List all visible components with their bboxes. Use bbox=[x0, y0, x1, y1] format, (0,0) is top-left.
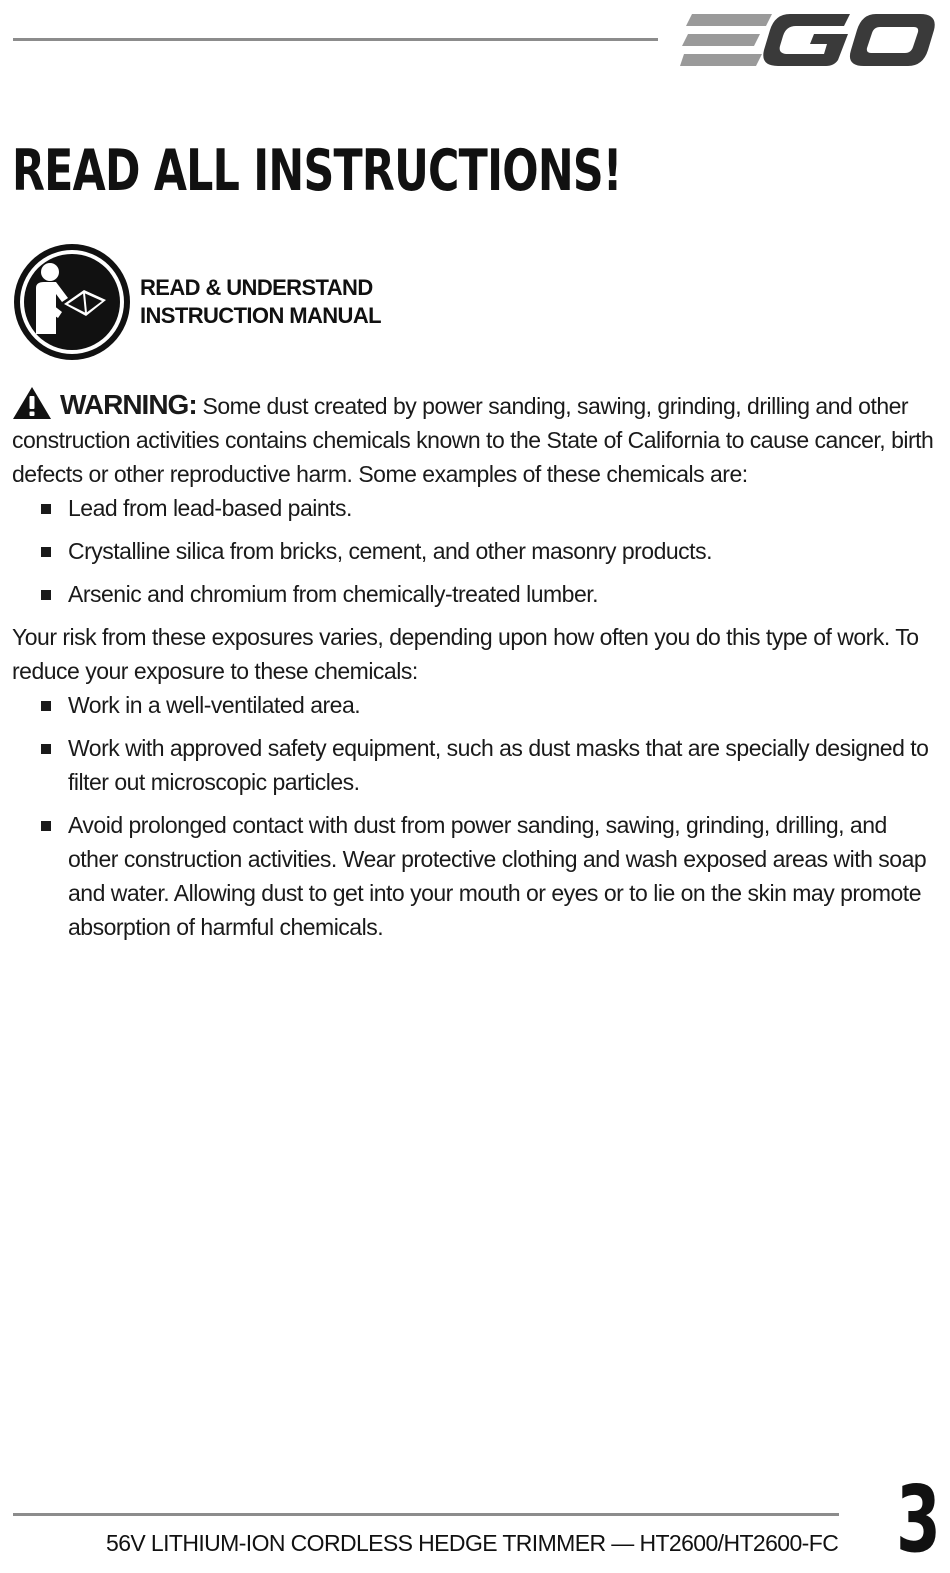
header-divider bbox=[13, 38, 658, 41]
precaution-item-text: Work with approved safety equipment, such as dust masks that are specially designed to filter out microscopic particles. bbox=[68, 735, 929, 795]
bullet-square-icon bbox=[41, 821, 51, 831]
list-item bbox=[12, 577, 937, 611]
bullet-square-icon bbox=[41, 744, 51, 754]
list-item bbox=[12, 534, 937, 568]
precaution-item-text: Work in a well-ventilated area. bbox=[68, 692, 361, 718]
page-title: READ ALL INSTRUCTIONS! bbox=[12, 138, 622, 204]
list-item bbox=[12, 808, 937, 944]
bullet-square-icon bbox=[41, 590, 51, 600]
chemical-item-text: Arsenic and chromium from chemically-treated lumber. bbox=[68, 581, 599, 607]
list-item bbox=[12, 688, 937, 722]
footer-divider bbox=[13, 1513, 839, 1516]
read-manual-line2: INSTRUCTION MANUAL bbox=[140, 303, 381, 328]
warning-triangle-icon bbox=[12, 386, 52, 420]
read-manual-label bbox=[140, 274, 381, 330]
read-manual-line1: READ & UNDERSTAND bbox=[140, 275, 373, 300]
list-item bbox=[12, 731, 937, 799]
chemical-item-text: Crystalline silica from bricks, cement, and other masonry products. bbox=[68, 538, 712, 564]
bullet-square-icon bbox=[41, 701, 51, 711]
read-manual-icon bbox=[12, 242, 132, 362]
chemicals-list bbox=[12, 491, 937, 611]
risk-paragraph: Your risk from these exposures varies, depending upon how often you do this type of work. To reduce your exposure to these chemicals: bbox=[12, 624, 919, 684]
chemical-item-text: Lead from lead-based paints. bbox=[68, 495, 352, 521]
warning-paragraph bbox=[12, 386, 937, 491]
warning-text: Some dust created by power sanding, sawing, grinding, drilling and other construction activities contains chemicals known to the State of California to cause cancer, birth defects or other reproductive harm. Some examples of these chemicals are: bbox=[12, 393, 934, 487]
warning-section bbox=[12, 386, 937, 953]
list-item bbox=[12, 491, 937, 525]
ego-logo bbox=[680, 10, 938, 70]
warning-label: WARNING: bbox=[60, 389, 197, 420]
page-number: 3 bbox=[896, 1466, 941, 1573]
footer-product-title: 56V LITHIUM-ION CORDLESS HEDGE TRIMMER — HT2600/HT2600-FC bbox=[106, 1530, 839, 1556]
precaution-item-text: Avoid prolonged contact with dust from power sanding, sawing, grinding, drilling, and other construction activities. Wear protective clothing and wash exposed areas with soap and water. Allowing dust to get into your mouth or eyes or to lie on the skin may promote absorption of harmful chemicals. bbox=[68, 812, 927, 940]
precautions-list bbox=[12, 688, 937, 944]
bullet-square-icon bbox=[41, 504, 51, 514]
bullet-square-icon bbox=[41, 547, 51, 557]
